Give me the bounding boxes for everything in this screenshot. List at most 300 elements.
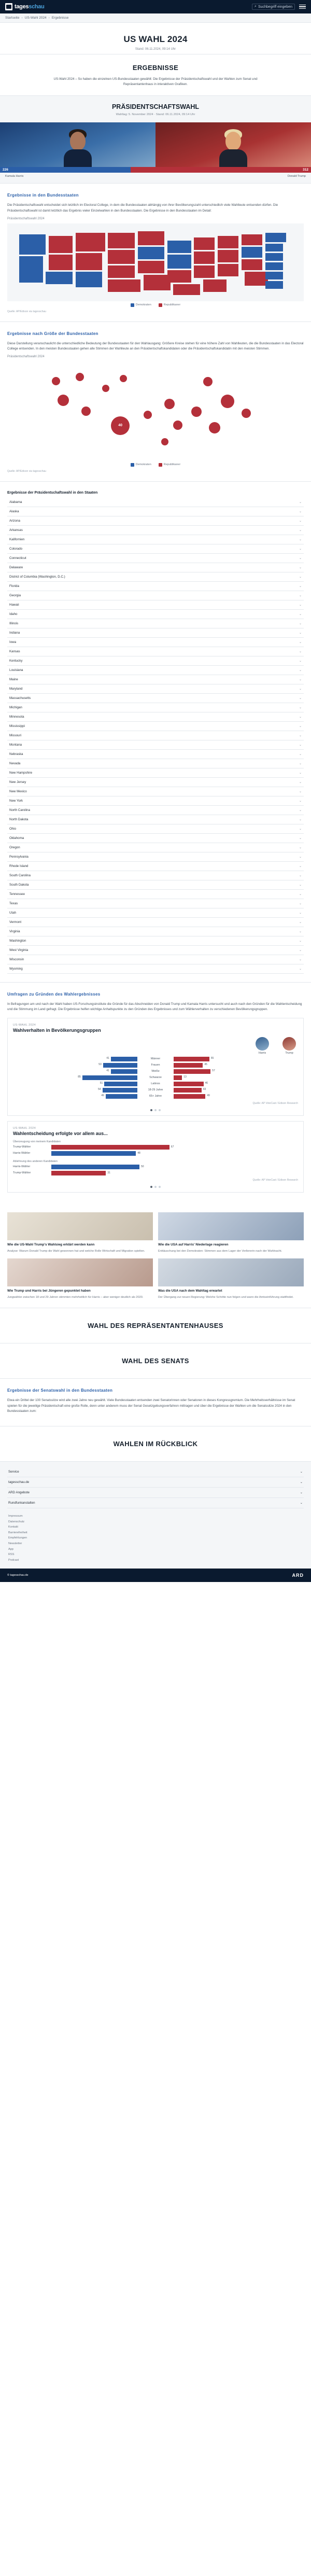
teaser-title: Wie die US-Wahl Trump's Wahlsieg erklärt werden kann [7, 1242, 95, 1247]
search-placeholder: Suchbegriff eingeben [258, 5, 292, 9]
teaser-text: Jungwähler zwischen 18 und 29 Jahren stimmten mehrheitlich für Harris – aber weniger deutlich als 2020. [7, 1295, 144, 1299]
poll-row-dem-value: 54 [97, 1087, 101, 1091]
candidate-harris [0, 122, 156, 167]
bubble-chart-label: Präsidentschaftswahl 2024 [7, 355, 45, 358]
electoral-bar-democrat: 226 [0, 167, 131, 173]
poll-bar [51, 1171, 106, 1175]
carousel-dots[interactable] [13, 1109, 298, 1111]
state-accordion-item[interactable] [7, 918, 304, 927]
poll-row-dem-bar [103, 1088, 138, 1093]
poll-bar-label: Trump-Wähler [13, 1145, 31, 1149]
poll-row-rep-value: 45 [204, 1062, 207, 1066]
poll-row-dem-bar [104, 1082, 137, 1086]
state-accordion-item[interactable] [7, 526, 304, 535]
poll-card-footnote: Quelle: AP VoteCast / Edison Research [252, 1101, 298, 1105]
state-accordion-item[interactable] [7, 535, 304, 544]
legend-republican: Republikaner [159, 463, 180, 467]
poll-row-dem-value: 41 [106, 1056, 109, 1060]
state-accordion-item[interactable] [7, 638, 304, 647]
poll-cand-right-name: Trump [285, 1051, 293, 1055]
state-name: Nevada [9, 761, 21, 765]
map-legend [7, 303, 304, 307]
state-name: Wyoming [9, 967, 23, 971]
chevron-down-icon: ⌄ [299, 594, 302, 597]
state-name: Arizona [9, 519, 20, 523]
state-accordion-item[interactable] [7, 666, 304, 675]
state-accordion-item[interactable] [7, 722, 304, 731]
state-accordion-item[interactable] [7, 768, 304, 778]
state-accordion-item[interactable] [7, 955, 304, 964]
footer-link[interactable]: Kontakt [8, 1525, 18, 1529]
teaser-text: Analyse: Warum Donald Trump die Wahl gewonnen hat und welche Rolle Wirtschaft und Migration spielten. [7, 1249, 145, 1253]
footer-link[interactable]: App [8, 1547, 13, 1551]
teaser-thumbnail [7, 1258, 153, 1286]
breadcrumb-item-1[interactable]: US-Wahl 2024 [24, 16, 47, 20]
chevron-down-icon: ⌄ [299, 678, 302, 681]
poll-row-rep-bar [174, 1094, 205, 1099]
state-accordion-item[interactable] [7, 740, 304, 750]
chevron-down-icon: ⌄ [299, 827, 302, 831]
poll-row-rep-value: 13 [183, 1075, 187, 1079]
avatar-head [70, 132, 86, 150]
poll-row-rep-bar [174, 1063, 203, 1068]
house-election-section [0, 1308, 311, 1343]
teaser-card[interactable] [7, 1258, 153, 1299]
chevron-down-icon: ⌄ [299, 500, 302, 504]
chevron-down-icon: ⌄ [299, 808, 302, 812]
state-accordion-item[interactable] [7, 824, 304, 834]
state-accordion-item[interactable] [7, 591, 304, 600]
footer-link[interactable]: Barrierefreiheit [8, 1531, 27, 1534]
state-accordion-item[interactable] [7, 880, 304, 890]
state-name: Utah [9, 911, 17, 915]
state-accordion-item[interactable] [7, 572, 304, 582]
candidate-trump-photo [156, 122, 311, 167]
state-name: Kalifornien [9, 537, 25, 541]
hamburger-icon[interactable] [299, 5, 306, 9]
state-accordion-item[interactable] [7, 834, 304, 843]
state-name: Alabama [9, 500, 22, 504]
poll-card2-footnote: Quelle: AP VoteCast / Edison Research [252, 1178, 298, 1182]
chevron-down-icon: ⌄ [300, 1469, 303, 1474]
poll-row-rep-value: 46 [205, 1081, 208, 1085]
state-name: Texas [9, 901, 18, 905]
poll-bar-row [13, 1145, 298, 1150]
avatar-harris [256, 1037, 269, 1051]
state-name: South Dakota [9, 883, 29, 887]
state-accordion-item[interactable] [7, 852, 304, 862]
state-accordion-item[interactable] [7, 843, 304, 852]
page-header [0, 23, 311, 54]
poll-row [13, 1094, 298, 1099]
poll-row-dem-bar [106, 1094, 137, 1099]
state-name: Florida [9, 584, 19, 588]
state-name: District of Columbia (Washington, D.C.) [9, 575, 65, 579]
chevron-down-icon: ⌄ [299, 902, 302, 905]
state-name: South Carolina [9, 873, 31, 877]
chevron-down-icon: ⌄ [299, 696, 302, 700]
footer-link[interactable]: Podcast [8, 1558, 19, 1562]
teaser-thumbnail [7, 1212, 153, 1240]
teaser-text: Enttäuschung bei den Demokraten: Stimmen aus dem Lager der Verliererin nach der Wahlnacht. [158, 1249, 282, 1253]
senate-results-section [0, 1378, 311, 1426]
breadcrumb-item-0[interactable]: Startseite [5, 16, 20, 20]
state-name: Washington [9, 939, 26, 943]
state-name: Alaska [9, 509, 19, 513]
poll-row-dem-bar [111, 1069, 137, 1074]
footer-section-label: ARD Angebote [8, 1490, 30, 1494]
tagesschau-logo[interactable] [5, 3, 45, 10]
poll-card-rows [13, 1057, 298, 1099]
state-name: Pennsylvania [9, 855, 29, 859]
state-accordion-item[interactable] [7, 554, 304, 563]
footer-bottom [0, 1569, 311, 1582]
state-name: Maryland [9, 687, 23, 691]
state-name: Minnesota [9, 715, 24, 719]
footer-link[interactable]: Datenschutz [8, 1520, 25, 1523]
state-accordion-item[interactable] [7, 647, 304, 656]
poll-row-label: 65+ Jahre [149, 1095, 162, 1098]
chevron-down-icon: ⌄ [299, 939, 302, 943]
map-chart-label: Präsidentschaftswahl 2024 [7, 217, 45, 220]
results-title: ERGEBNISSE [132, 64, 179, 72]
state-accordion-item[interactable] [7, 628, 304, 638]
poll-row [13, 1069, 298, 1074]
chevron-down-icon: ⌄ [299, 892, 302, 896]
avatar-head [225, 132, 241, 150]
footer-section-row[interactable] [7, 1498, 304, 1508]
search-icon: ⌕ [255, 5, 257, 8]
state-accordion-item[interactable] [7, 936, 304, 946]
teaser-card[interactable] [7, 1212, 153, 1253]
state-accordion-item[interactable] [7, 964, 304, 974]
avatar-body [64, 149, 92, 167]
chevron-down-icon: ⌄ [300, 1490, 303, 1494]
state-accordion-item[interactable] [7, 796, 304, 806]
footer-section-row[interactable] [7, 1477, 304, 1488]
state-name: Louisiana [9, 668, 23, 672]
breadcrumb-item-2: Ergebnisse [51, 16, 69, 20]
poll-row-label: Schwarze [149, 1076, 162, 1080]
poll-row-label: Weiße [151, 1070, 160, 1073]
breadcrumb-separator: › [21, 16, 23, 20]
chevron-down-icon: ⌄ [299, 519, 302, 523]
state-accordion-item[interactable] [7, 507, 304, 516]
chevron-down-icon: ⌄ [299, 659, 302, 663]
poll-row [13, 1057, 298, 1061]
page-title: US WAHL 2024 [123, 34, 188, 44]
state-name: Wisconsin [9, 957, 24, 961]
state-accordion-item[interactable] [7, 778, 304, 787]
state-accordion-item[interactable] [7, 750, 304, 759]
chevron-down-icon: ⌄ [299, 790, 302, 793]
state-accordion-item[interactable] [7, 703, 304, 712]
footer-section-row[interactable] [7, 1467, 304, 1477]
ard-logo[interactable]: ARD [292, 1572, 304, 1578]
footer-sections [7, 1467, 304, 1508]
results-section [0, 54, 311, 95]
legend-republican: Republikaner [159, 303, 180, 307]
teaser-title: Wie die USA auf Harris' Niederlage reagieren [158, 1242, 229, 1247]
candidate-trump-name: Donald Trump [287, 175, 306, 178]
poll-bar-value: 31 [107, 1171, 110, 1175]
avatar-trump [282, 1037, 296, 1051]
poll-bar-row [13, 1165, 298, 1169]
state-name: Illinois [9, 621, 19, 625]
poll-row-label: 18-29 Jahre [148, 1088, 163, 1092]
chevron-down-icon: ⌄ [299, 818, 302, 821]
poll-bar-row [13, 1171, 298, 1175]
chevron-down-icon: ⌄ [299, 640, 302, 644]
poll-row-rep-value: 43 [203, 1087, 206, 1091]
search-input[interactable] [252, 4, 295, 10]
state-accordion-item[interactable] [7, 806, 304, 815]
poll-bar [51, 1151, 136, 1156]
poll-row-label: Latinos [151, 1082, 160, 1086]
poll-card-demographics [7, 1018, 304, 1116]
state-accordion-item[interactable] [7, 619, 304, 628]
state-name: North Carolina [9, 808, 30, 812]
state-accordion-item[interactable] [7, 544, 304, 554]
size-results-section [0, 321, 311, 481]
poll-row-dem-bar [103, 1063, 137, 1068]
state-accordion-item[interactable] [7, 871, 304, 880]
state-accordion-item[interactable] [7, 927, 304, 936]
candidate-row [0, 122, 311, 167]
legend-democrat: Demokraten [131, 303, 151, 307]
chevron-down-icon: ⌄ [299, 864, 302, 868]
poll-card2-kicker: US-WAHL 2024 [13, 1126, 36, 1130]
state-accordion-item[interactable] [7, 759, 304, 768]
state-accordion-item[interactable] [7, 862, 304, 871]
poll-row-dem-bar [82, 1075, 137, 1080]
state-accordion-item[interactable] [7, 712, 304, 722]
bubble-source: Quelle: AP/Edison via tagesschau [7, 469, 47, 473]
poll-row-dem-bar [111, 1057, 137, 1061]
poll-row-rep-bar [174, 1082, 204, 1086]
state-name: Iowa [9, 640, 17, 644]
senate-results-text: Etwa ein Drittel der 100 Senatssitze wird alle zwei Jahre neu gewählt. Viele Bundesstaaten entsenden zwei Senatorinnen oder Senatoren in dieses Kongressgremium. Die Mehrheitsverhältnisse im Senat spielen für die jeweilige Präsidentschaft eine große Rolle, denn unter anderem muss der Senat Gesetzgebungsverfahren mittragen und über die Ergebnisse der Wahlen um die Senatssitze 2024 in den Bundesstaaten zum: [7, 1398, 295, 1413]
state-accordion-item[interactable] [7, 582, 304, 591]
state-accordion-item[interactable] [7, 675, 304, 684]
chevron-down-icon: ⌄ [299, 948, 302, 952]
candidate-trump [156, 122, 311, 167]
chevron-down-icon: ⌄ [299, 724, 302, 728]
chevron-down-icon: ⌄ [299, 846, 302, 849]
state-name: Kansas [9, 649, 20, 653]
state-accordion-item[interactable] [7, 610, 304, 619]
state-name: Oklahoma [9, 836, 24, 840]
state-results-title: Ergebnisse in den Bundesstaaten [7, 193, 79, 198]
state-name: Ohio [9, 827, 17, 831]
state-name: Colorado [9, 547, 23, 551]
chevron-down-icon: ⌄ [299, 874, 302, 877]
poll-bar-row [13, 1151, 298, 1156]
state-name: Delaware [9, 565, 23, 569]
review-section [0, 1426, 311, 1461]
logo-text-primary: tages [15, 4, 29, 10]
state-name: New Jersey [9, 780, 26, 784]
chevron-down-icon: ⌄ [299, 958, 302, 961]
poll-card2-group1-label: Überzeugung von meinem Kandidaten [13, 1140, 61, 1143]
teaser-card[interactable] [158, 1212, 304, 1253]
state-name: Missouri [9, 733, 22, 737]
state-accordion-item[interactable] [7, 563, 304, 572]
chevron-down-icon: ⌄ [299, 566, 302, 569]
state-accordion-item[interactable] [7, 516, 304, 526]
poll-row [13, 1082, 298, 1086]
chevron-down-icon: ⌄ [299, 547, 302, 551]
poll-bar-value: 67 [171, 1145, 174, 1149]
poll-card2-group2-rows [13, 1165, 298, 1175]
tagesschau-mark-icon [5, 3, 12, 10]
presidential-title: PRÄSIDENTSCHAFTSWAHL [111, 103, 200, 111]
chevron-down-icon: ⌄ [299, 967, 302, 971]
state-name: Tennessee [9, 892, 25, 896]
state-accordion-item[interactable] [7, 694, 304, 703]
state-name: New York [9, 799, 23, 803]
page-timestamp: Stand: 06.11.2024, 09:14 Uhr [135, 48, 176, 51]
teaser-card[interactable] [158, 1258, 304, 1299]
state-accordion-item[interactable] [7, 600, 304, 610]
poll-row [13, 1063, 298, 1068]
state-accordion-item[interactable] [7, 908, 304, 918]
teaser-title: Was die USA nach dem Wahltag erwartet [158, 1289, 222, 1293]
state-name: Michigan [9, 705, 22, 709]
chevron-down-icon: ⌄ [299, 920, 302, 924]
chevron-down-icon: ⌄ [299, 855, 302, 859]
state-name: Georgia [9, 593, 21, 597]
copyright: © tagesschau.de [7, 1573, 29, 1577]
states-list [7, 498, 304, 974]
chevron-down-icon: ⌄ [299, 631, 302, 635]
footer-section-label: Service [8, 1469, 19, 1474]
chevron-down-icon: ⌄ [299, 762, 302, 765]
state-name: Kentucky [9, 659, 23, 663]
state-name: North Dakota [9, 817, 29, 821]
chevron-down-icon: ⌄ [299, 538, 302, 541]
poll-bar-value: 48 [137, 1152, 140, 1155]
teaser-text: Der Übergang zur neuen Regierung: Welche Schritte nun folgen und wann die Amtseinführung stattfindet. [158, 1295, 294, 1299]
state-accordion-item[interactable] [7, 946, 304, 955]
state-accordion-item[interactable] [7, 731, 304, 740]
state-accordion-item[interactable] [7, 890, 304, 899]
states-accordion-title: Ergebnisse der Präsidentschaftswahl in den Staaten [7, 491, 98, 495]
presidential-subtitle: Wahltag: 5. November 2024 · Stand: 06.11.2024, 09:14 Uhr [116, 113, 195, 117]
state-accordion-item[interactable] [7, 684, 304, 694]
breadcrumb [0, 13, 311, 23]
poll-row-dem-value: 53 [98, 1062, 102, 1066]
footer-link[interactable]: RSS [8, 1553, 15, 1557]
poll-row-dem-value: 51 [100, 1081, 103, 1085]
breadcrumb-separator: › [48, 16, 50, 20]
candidate-harris-photo [0, 122, 156, 167]
us-electoral-bubble-map[interactable]: 54 40 [7, 361, 304, 460]
state-accordion-item[interactable] [7, 656, 304, 666]
teaser-thumbnail [158, 1258, 304, 1286]
chevron-down-icon: ⌄ [299, 510, 302, 513]
poll-bar-label: Trump-Wähler [13, 1171, 31, 1175]
footer-link[interactable]: Empfehlungen [8, 1536, 27, 1540]
legend-democrat: Demokraten [131, 463, 151, 467]
poll-row-rep-value: 57 [212, 1069, 215, 1072]
state-accordion-item[interactable] [7, 498, 304, 507]
state-name: New Hampshire [9, 771, 33, 775]
footer-section-label: Rundfunkanstalten [8, 1501, 35, 1505]
state-results-text: Die Präsidentschaftswahl entscheidet sich letztlich im Electoral College, in dem die Bundesstaaten abhängig von ihrer Bevölkerungszahl unterschiedlich viele Wahlleute entsenden dürfen. Die Präsidentschaftswahl ist damit letztlich das Ergebnis vieler Einzelwahlen in den Bundesstaaten. Die Ergebnisse in den Bundesstaaten im Detail: [7, 203, 278, 213]
chevron-down-icon: ⌄ [299, 528, 302, 532]
footer-link[interactable]: Impressum [8, 1514, 23, 1518]
state-name: Idaho [9, 612, 18, 616]
poll-row [13, 1088, 298, 1093]
state-name: Hawaii [9, 603, 19, 607]
chevron-down-icon: ⌄ [299, 668, 302, 672]
candidate-harris-name: Kamala Harris [5, 175, 24, 178]
state-name: Nebraska [9, 752, 23, 756]
state-name: Mississippi [9, 724, 25, 728]
map-source: Quelle: AP/Edison via tagesschau [7, 310, 47, 313]
chevron-down-icon: ⌄ [300, 1501, 303, 1505]
house-title: WAHL DES REPRÄSENTANTENHAUSES [88, 1322, 223, 1330]
state-accordion-item[interactable] [7, 899, 304, 908]
chevron-down-icon: ⌄ [299, 603, 302, 607]
polls-intro: In Befragungen am und nach der Wahl haben US-Forschungsinstitute die Gründe für das Abschneiden von Donald Trump und Kamala Harris untersucht und auch nach den Gründen für die Wahlentscheidung und die Stimmung im Land gefragt. Die Ergebnisse helfen wichtige Anhaltspunkte zu den Gründen des Ergebnisses und zum Wählerverhalten zu verschiedenen Bevölkerungsgruppen. [7, 1002, 302, 1012]
poll-row-rep-bar [174, 1075, 182, 1080]
state-name: Maine [9, 677, 18, 681]
senate-title: WAHL DES SENATS [122, 1357, 189, 1365]
carousel-dots-2[interactable] [13, 1186, 298, 1188]
state-name: Rhode Island [9, 864, 29, 868]
poll-bar-label: Harris-Wähler [13, 1152, 31, 1155]
chevron-down-icon: ⌄ [299, 715, 302, 719]
poll-card2-title: Wahlentscheidung erfolgte vor allem aus... [13, 1130, 108, 1136]
footer-section-label: tagesschau.de [8, 1480, 30, 1484]
chevron-down-icon: ⌄ [299, 584, 302, 588]
state-accordion-item[interactable] [7, 787, 304, 796]
bubble-legend [7, 463, 304, 467]
chevron-down-icon: ⌄ [299, 575, 302, 579]
electoral-bar-republican: 312 [131, 167, 311, 173]
poll-row-rep-bar [174, 1088, 202, 1093]
footer-link[interactable]: Newsletter [8, 1542, 22, 1546]
states-accordion-section [0, 481, 311, 982]
poll-cand-left-name: Harris [258, 1051, 266, 1055]
state-accordion-item[interactable] [7, 815, 304, 824]
chevron-down-icon: ⌄ [299, 556, 302, 560]
state-name: Montana [9, 743, 22, 747]
state-name: Massachusetts [9, 696, 31, 700]
electoral-bar [0, 167, 311, 173]
size-results-text: Diese Darstellung veranschaulicht die unterschiedliche Bedeutung der Bundesstaaten für den Wahlausgang: Größere Kreise stehen für eine höhere Zahl von Wahlleuten, die die Bundesstaaten in das Electoral College entsenden. In den meisten Bundesstaaten gehen alle Stimmen der Wahlleute an den Präsidentschaftskandidaten oder die Präsidentschaftskandidatin mit den meisten Stimmen. [7, 341, 304, 351]
state-name: Virginia [9, 929, 20, 933]
poll-card2-group2-label: Ablehnung des anderen Kandidaten [13, 1159, 58, 1163]
poll-bar-label: Harris-Wähler [13, 1165, 31, 1169]
chevron-down-icon: ⌄ [299, 911, 302, 915]
poll-row-label: Frauen [151, 1063, 160, 1067]
presidential-election-block [0, 95, 311, 183]
poll-card2-group1-rows [13, 1145, 298, 1156]
poll-bar [51, 1165, 139, 1169]
polls-section [0, 982, 311, 1206]
chevron-down-icon: ⌄ [299, 734, 302, 737]
state-name: Vermont [9, 920, 22, 924]
footer-section-row[interactable] [7, 1488, 304, 1498]
state-name: Arkansas [9, 528, 23, 532]
chevron-down-icon: ⌄ [299, 743, 302, 747]
chevron-down-icon: ⌄ [299, 612, 302, 616]
poll-row-rep-value: 55 [210, 1056, 214, 1060]
us-election-map[interactable] [7, 223, 304, 301]
